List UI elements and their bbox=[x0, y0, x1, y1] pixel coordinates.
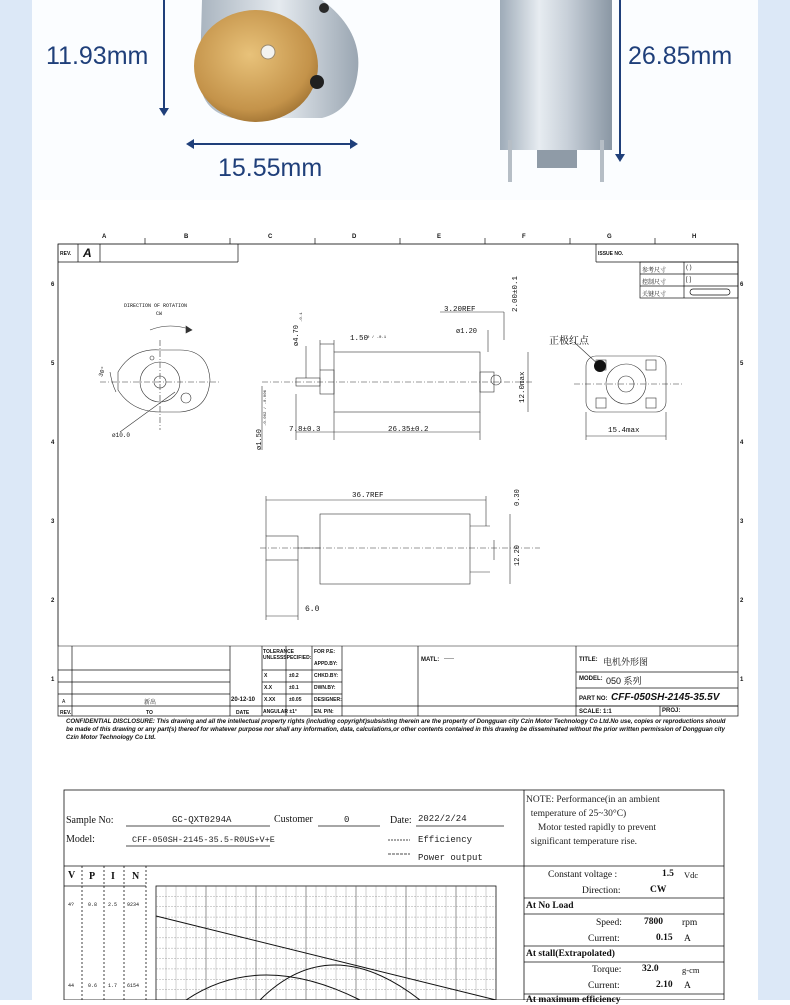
proj-label: PROJ: bbox=[662, 708, 681, 714]
row-label: 3 bbox=[51, 519, 55, 525]
current-value-stall: 2.10 bbox=[656, 980, 673, 990]
chkd-by: CHKD.BY: bbox=[314, 673, 339, 679]
height-dimension: 11.93mm bbox=[46, 42, 149, 70]
current-curve bbox=[186, 975, 360, 1000]
width-dimension: 15.55mm bbox=[218, 154, 323, 182]
tol-xxx-value: ±0.05 bbox=[289, 697, 302, 703]
tolerance-label: TOLERANCE UNLESSSPECIFIED: bbox=[263, 649, 312, 661]
size-legend-control: 控制尺寸 bbox=[642, 280, 667, 286]
torque-label: Torque: bbox=[592, 965, 622, 975]
axis-value: 6154 bbox=[127, 983, 140, 989]
size-legend-key: 关键尺寸 bbox=[642, 292, 667, 298]
row-label: 3 bbox=[740, 519, 744, 525]
tol-shaft: -0.002 / -0.006 bbox=[264, 389, 268, 426]
col-label: F bbox=[522, 234, 526, 240]
col-label: C bbox=[268, 234, 273, 240]
sample-no-value: GC-QXT0294A bbox=[172, 815, 232, 825]
axis-value: 1.7 bbox=[108, 983, 118, 989]
row-label: 4 bbox=[51, 440, 55, 446]
foot-date: DATE bbox=[236, 710, 250, 716]
note-block bbox=[526, 793, 726, 849]
model-label: MODEL: bbox=[579, 676, 603, 682]
col-head-i: I bbox=[111, 871, 115, 882]
size-legend-control-mark: [ ] bbox=[686, 277, 692, 283]
issue-label: ISSUE NO. bbox=[598, 251, 624, 257]
note-text: significant temperature rise. bbox=[530, 837, 638, 847]
dim-030: 0.30 bbox=[514, 489, 522, 506]
col-label: A bbox=[102, 234, 107, 240]
direction-value: CW bbox=[650, 885, 667, 895]
direction-label: Direction: bbox=[582, 886, 621, 896]
length-dimension: 26.85mm bbox=[628, 42, 733, 70]
rev-row-date: 20-12-10 bbox=[231, 697, 256, 703]
dim-120: ø1.20 bbox=[456, 328, 478, 336]
dim-1220: 12.20 bbox=[514, 544, 522, 566]
dim-78: 7.8±0.3 bbox=[289, 426, 321, 434]
dwn-by: DWN.BY: bbox=[314, 685, 336, 691]
row-label: 6 bbox=[51, 282, 55, 288]
note-text: Performance(in an ambient bbox=[556, 795, 660, 805]
tol-150: 0 / -0.1 bbox=[367, 336, 387, 340]
tol-xxx: X.XX bbox=[264, 697, 276, 703]
title-label: TITLE: bbox=[579, 657, 598, 663]
max-efficiency-heading: At maximum efficiency bbox=[526, 995, 621, 1005]
designer: DESIGNER: bbox=[314, 697, 342, 703]
note-label: NOTE: bbox=[526, 795, 554, 805]
rev-row-desc: 新出 bbox=[144, 700, 157, 706]
current-label-noload: Current: bbox=[588, 934, 620, 944]
angle-30: 30° bbox=[97, 365, 108, 378]
col-head-v: V bbox=[68, 870, 76, 881]
col-head-n: N bbox=[132, 871, 140, 882]
part-no-value: CFF-050SH-2145-35.5V bbox=[611, 692, 720, 703]
tol-x: X bbox=[264, 673, 268, 679]
row-label: 1 bbox=[51, 677, 55, 683]
sample-no-label: Sample No: bbox=[66, 815, 114, 826]
legend-power-output: Power output bbox=[418, 853, 483, 863]
model-value: CFF-050SH-2145-35.5-R0US+V+E bbox=[132, 835, 275, 845]
speed-value: 7800 bbox=[644, 917, 663, 927]
customer-value: 0 bbox=[344, 815, 350, 825]
for-pe: FOR P.E: bbox=[314, 649, 336, 655]
constant-voltage-label: Constant voltage : bbox=[548, 870, 618, 880]
dim-320: 3.20REF bbox=[444, 306, 476, 314]
angular-tol: ANGULAR ±1° bbox=[263, 709, 297, 715]
axis-value: 0.8 bbox=[88, 902, 98, 908]
customer-label: Customer bbox=[274, 814, 313, 825]
rev-row-rev: A bbox=[62, 699, 66, 705]
en-pn: EN. P/N: bbox=[314, 709, 334, 715]
dim-150: 1.50 bbox=[350, 335, 369, 343]
dim-2635: 26.35±0.2 bbox=[388, 426, 429, 434]
row-label: 2 bbox=[51, 598, 55, 604]
torque-value: 32.0 bbox=[642, 964, 659, 974]
rotation-cw: CW bbox=[156, 311, 163, 317]
model-label: Model: bbox=[66, 834, 95, 845]
tol-xx-value: ±0.1 bbox=[289, 685, 299, 691]
speed-unit: rpm bbox=[682, 918, 698, 928]
positive-red-dot-label: 正极红点 bbox=[549, 336, 589, 347]
col-label: E bbox=[437, 234, 442, 240]
size-legend-reference: 参考尺寸 bbox=[642, 268, 667, 274]
matl-value: ----- bbox=[444, 656, 454, 662]
constant-voltage-value: 1.5 bbox=[662, 869, 674, 879]
dim-60: 6.0 bbox=[305, 605, 320, 614]
axis-value: 4? bbox=[68, 902, 75, 908]
rotation-direction-text: DIRECTION OF ROTATION bbox=[124, 303, 188, 309]
col-head-p: P bbox=[89, 871, 96, 882]
date-label: Date: bbox=[390, 815, 412, 826]
row-label: 5 bbox=[740, 361, 744, 367]
dim-12max: 12.0max bbox=[519, 371, 527, 403]
size-legend-reference-mark: ( ) bbox=[686, 265, 692, 271]
row-label: 5 bbox=[51, 361, 55, 367]
col-label: B bbox=[184, 234, 189, 240]
model-value: 050 系列 bbox=[606, 676, 642, 686]
torque-unit: g-cm bbox=[682, 965, 700, 975]
row-label: 6 bbox=[740, 282, 744, 288]
dia-470: ø4.70 bbox=[293, 324, 301, 346]
foot-rev: REV. bbox=[60, 710, 72, 716]
dim-200: 2.00±0.1 bbox=[512, 275, 520, 312]
current-label-stall: Current: bbox=[588, 981, 620, 991]
note-text: Motor tested rapidly to prevent bbox=[537, 823, 657, 833]
appd-by: APPD.BY: bbox=[314, 661, 338, 667]
axis-value: 0.6 bbox=[88, 983, 98, 989]
legend-efficiency: Efficiency bbox=[418, 835, 473, 845]
dia-10: ø10.0 bbox=[112, 432, 131, 439]
date-value: 2022/2/24 bbox=[418, 814, 467, 824]
speed-label: Speed: bbox=[596, 918, 622, 928]
note-text: temperature of 25~30°C) bbox=[530, 809, 627, 819]
tol-x-value: ±0.2 bbox=[289, 673, 299, 679]
stall-heading: At stall(Extrapolated) bbox=[526, 949, 615, 959]
matl-label: MATL: bbox=[421, 657, 440, 663]
rev-label: REV. bbox=[60, 251, 72, 257]
col-label: H bbox=[692, 234, 697, 240]
axis-value: 2.5 bbox=[108, 902, 118, 908]
rev-value: A bbox=[83, 246, 92, 260]
current-unit-stall: A bbox=[684, 981, 691, 991]
tol-470: -0.1 bbox=[300, 312, 304, 322]
part-no-label: PART NO: bbox=[579, 696, 608, 702]
no-load-heading: At No Load bbox=[526, 901, 574, 911]
dim-154: 15.4max bbox=[608, 427, 640, 435]
confidential-disclosure: CONFIDENTIAL DISCLOSURE: This drawing and all the intellectual property rights (including copyright)subsisting therein are the property of Dongguan city Czin Motor Technology Co Ltd.No use, copies or reproductions should be made of this drawing or any part(s) thereof for whatever purpose nor shall any information, data, calculations,or other contents contained in this drawing be disseminated without the prior written permission of Dongguan city Czin Motor Technology Co Ltd. bbox=[66, 718, 726, 741]
foot-to: TO bbox=[146, 710, 153, 716]
current-value-noload: 0.15 bbox=[656, 933, 673, 943]
title-value: 电机外形图 bbox=[603, 657, 649, 667]
row-label: 2 bbox=[740, 598, 744, 604]
axis-value: 9234 bbox=[127, 902, 140, 908]
row-label: 1 bbox=[740, 677, 744, 683]
col-label: G bbox=[607, 234, 612, 240]
current-unit-noload: A bbox=[684, 934, 691, 944]
dim-367: 36.7REF bbox=[352, 492, 384, 500]
axis-value: 44 bbox=[68, 983, 75, 989]
row-label: 4 bbox=[740, 440, 744, 446]
col-label: D bbox=[352, 234, 357, 240]
tol-xx: X.X bbox=[264, 685, 273, 691]
scale-label: SCALE: 1:1 bbox=[579, 709, 612, 715]
constant-voltage-unit: Vdc bbox=[684, 870, 699, 880]
dia-shaft: ø1.50 bbox=[256, 428, 264, 450]
